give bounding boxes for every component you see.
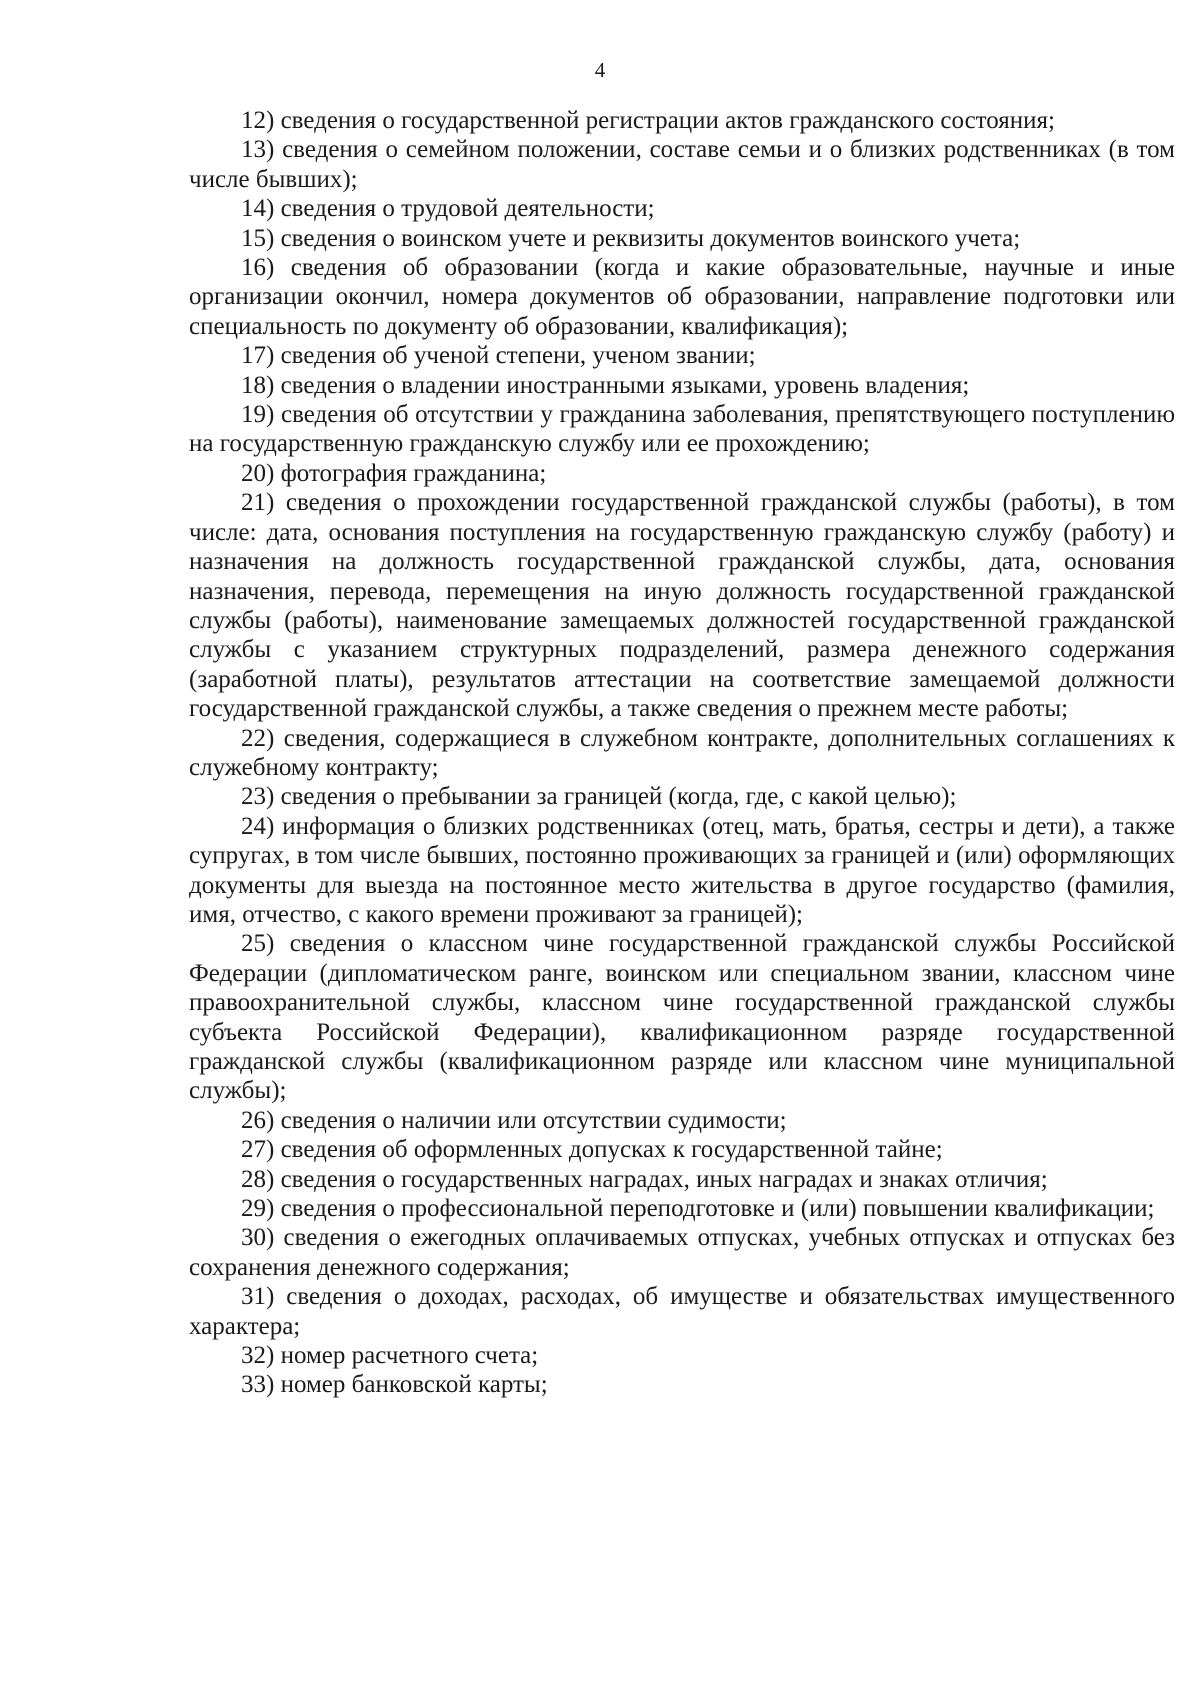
list-item-15: 15) сведения о воинском учете и реквизиты документов воинского учета;	[241, 224, 1021, 252]
list-item-12: 12) сведения о государственной регистрации актов гражданского состояния;	[241, 107, 1056, 134]
list-item-23: 23) сведения о пребывании за границей (когда, где, с какой целью);	[241, 783, 957, 811]
list-item-22: 22) сведения, содержащиеся в служебном контракте, дополнительных соглашениях к служебному контракту;	[189, 724, 1175, 781]
list-item-18: 18) сведения о владении иностранными языками, уровень владения;	[241, 371, 970, 399]
list-item-20: 20) фотография гражданина;	[241, 459, 547, 487]
list-item-13: 13) сведения о семейном положении, составе семьи и о близких родственниках (в том числе бывших);	[189, 136, 1175, 193]
list-item-30: 30) сведения о ежегодных оплачиваемых отпусках, учебных отпусках и отпусках без сохранения денежного содержания;	[189, 1224, 1175, 1281]
list-item-16: 16) сведения об образовании (когда и какие образовательные, научные и иные организации окончил, номера документов об образовании, направление подготовки или специальность по документу об образовании, квалификация);	[189, 254, 1175, 340]
list-item-28: 28) сведения о государственных наградах, иных наградах и знаках отличия;	[241, 1165, 1048, 1193]
list-item-32: 32) номер расчетного счета;	[241, 1342, 539, 1370]
list-item-26: 26) сведения о наличии или отсутствии судимости;	[241, 1106, 787, 1134]
list-item-33: 33) номер банковской карты;	[241, 1371, 548, 1399]
document-body	[189, 106, 1175, 1400]
list-item-21: 21) сведения о прохождении государственной гражданской службы (работы), в том числе: дата, основания поступления на государственную гражданскую службу (работу) и назначения на должность государственной гражданской службы, дата, основания назначения, перевода, перемещения на иную должность государственной гражданской службы (работы), наименование замещаемых должностей государственной гражданской службы с указанием структурных подразделений, размера денежного содержания (заработной платы), результатов аттестации на соответствие замещаемой должности государственной гражданской службы, а также сведения о прежнем месте работы;	[189, 489, 1175, 723]
list-item-29: 29) сведения о профессиональной переподготовке и (или) повышении квалификации;	[241, 1195, 1155, 1223]
page-number: 4	[594, 58, 606, 82]
list-item-25: 25) сведения о классном чине государственной гражданской службы Российской Федерации (дипломатическом ранге, воинском или специальном звании, классном чине правоохранительной службы, классном чине государственной гражданской службы субъекта Российской Федерации), квалификационном разряде государственной гражданской службы (квалификационном разряде или классном чине муниципальной службы);	[189, 930, 1175, 1105]
list-item-24: 24) информация о близких родственниках (отец, мать, братья, сестры и дети), а также супругах, в том числе бывших, постоянно проживающих за границей и (или) оформляющих документы для выезда на постоянное место жительства в другое государство (фамилия, имя, отчество, с какого времени проживают за границей);	[189, 812, 1175, 928]
list-item-17: 17) сведения об ученой степени, ученом звании;	[241, 342, 756, 370]
list-item-19: 19) сведения об отсутствии у гражданина заболевания, препятствующего поступлению на государственную гражданскую службу или ее прохождению;	[189, 401, 1175, 458]
list-item-31: 31) сведения о доходах, расходах, об имуществе и обязательствах имущественного характера;	[189, 1283, 1175, 1340]
list-item-14: 14) сведения о трудовой деятельности;	[241, 195, 655, 223]
list-item-27: 27) сведения об оформленных допусках к государственной тайне;	[241, 1136, 943, 1164]
